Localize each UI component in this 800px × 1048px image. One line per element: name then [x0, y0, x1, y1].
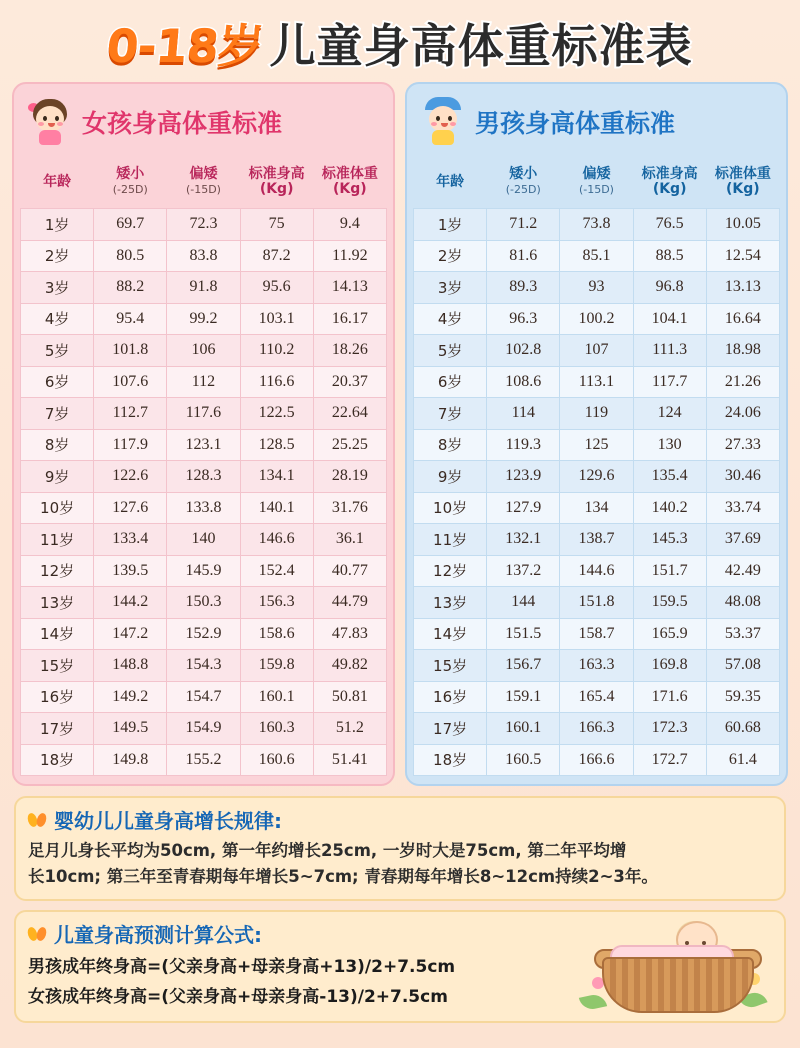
height-formula-title-text: 儿童身高预测计算公式:: [54, 923, 262, 947]
girl-value-cell: 128.3: [167, 461, 240, 493]
girl-value-cell: 144.2: [94, 587, 167, 619]
girl-age-cell: 17岁: [21, 713, 94, 745]
boy-value-cell: 102.8: [487, 335, 560, 367]
girl-value-cell: 80.5: [94, 240, 167, 272]
boy-value-cell: 81.6: [487, 240, 560, 272]
table-row: [414, 272, 780, 304]
boy-value-cell: 57.08: [706, 650, 779, 682]
girl-value-cell: 134.1: [240, 461, 313, 493]
girl-value-cell: 44.79: [313, 587, 386, 619]
girl-avatar-icon: [24, 97, 76, 147]
girl-value-cell: 148.8: [94, 650, 167, 682]
girl-value-cell: 154.3: [167, 650, 240, 682]
boy-age-cell: 3岁: [414, 272, 487, 304]
boy-age-cell: 6岁: [414, 366, 487, 398]
table-row: [414, 240, 780, 272]
girl-value-cell: 133.4: [94, 524, 167, 556]
title-age-range: 0-18岁: [104, 19, 266, 73]
boy-value-cell: 96.3: [487, 303, 560, 335]
table-row: [21, 303, 387, 335]
table-row: [414, 429, 780, 461]
boy-age-cell: 7岁: [414, 398, 487, 430]
table-row: [21, 587, 387, 619]
table-row: [414, 555, 780, 587]
girl-col-short: 矮小 (-25D): [112, 166, 148, 196]
boy-value-cell: 113.1: [560, 366, 633, 398]
boy-value-cell: 172.7: [633, 744, 706, 776]
girl-age-cell: 11岁: [21, 524, 94, 556]
boy-value-cell: 156.7: [487, 650, 560, 682]
butterfly-icon: [28, 925, 48, 943]
boy-value-cell: 137.2: [487, 555, 560, 587]
girl-value-cell: 128.5: [240, 429, 313, 461]
boy-value-cell: 119.3: [487, 429, 560, 461]
boy-age-cell: 8岁: [414, 429, 487, 461]
boy-value-cell: 135.4: [633, 461, 706, 493]
boy-value-cell: 73.8: [560, 209, 633, 241]
table-row: [21, 744, 387, 776]
boy-value-cell: 76.5: [633, 209, 706, 241]
table-row: [21, 272, 387, 304]
girl-value-cell: 47.83: [313, 618, 386, 650]
girl-value-cell: 150.3: [167, 587, 240, 619]
girl-value-cell: 116.6: [240, 366, 313, 398]
girl-age-cell: 14岁: [21, 618, 94, 650]
girl-value-cell: 36.1: [313, 524, 386, 556]
girl-age-cell: 5岁: [21, 335, 94, 367]
girl-table-header-row: [21, 156, 387, 209]
boy-age-cell: 10岁: [414, 492, 487, 524]
table-row: [21, 335, 387, 367]
boy-value-cell: 144.6: [560, 555, 633, 587]
title-main-text: 儿童身高体重标准表: [269, 19, 693, 73]
boy-value-cell: 107: [560, 335, 633, 367]
table-row: [414, 366, 780, 398]
girl-age-cell: 10岁: [21, 492, 94, 524]
table-row: [414, 524, 780, 556]
girl-age-cell: 7岁: [21, 398, 94, 430]
boy-value-cell: 163.3: [560, 650, 633, 682]
butterfly-icon: [28, 811, 48, 829]
growth-rule-line-1: 足月儿身长平均为50cm, 第一年约增长25cm, 一岁时大是75cm, 第二年平均增: [28, 841, 627, 860]
girl-value-cell: 51.41: [313, 744, 386, 776]
girl-value-cell: 49.82: [313, 650, 386, 682]
girl-value-cell: 95.4: [94, 303, 167, 335]
growth-rule-title: [28, 805, 772, 834]
boy-col-standard-height: 标准身高(Kg): [641, 166, 698, 197]
boy-value-cell: 158.7: [560, 618, 633, 650]
boy-age-cell: 5岁: [414, 335, 487, 367]
girl-value-cell: 88.2: [94, 272, 167, 304]
growth-rule-line-2: 长10cm; 第三年至青春期每年增长5~7cm; 青春期每年增长8~12cm持续2~3年。: [28, 867, 658, 886]
table-row: [21, 618, 387, 650]
boy-age-cell: 2岁: [414, 240, 487, 272]
girl-value-cell: 127.6: [94, 492, 167, 524]
girl-value-cell: 145.9: [167, 555, 240, 587]
boy-value-cell: 134: [560, 492, 633, 524]
girl-value-cell: 149.2: [94, 681, 167, 713]
boy-height-formula: 男孩成年终身高=(父亲身高+母亲身高+13)/2+7.5cm: [28, 957, 456, 977]
girl-table-body: [21, 209, 387, 776]
boy-value-cell: 108.6: [487, 366, 560, 398]
table-row: [21, 209, 387, 241]
girl-value-cell: 149.5: [94, 713, 167, 745]
boy-age-cell: 18岁: [414, 744, 487, 776]
table-row: [21, 713, 387, 745]
boy-value-cell: 24.06: [706, 398, 779, 430]
girl-value-cell: 95.6: [240, 272, 313, 304]
growth-rule-note: [14, 796, 786, 901]
girl-value-cell: 117.6: [167, 398, 240, 430]
girl-value-cell: 122.5: [240, 398, 313, 430]
girl-value-cell: 122.6: [94, 461, 167, 493]
girl-value-cell: 18.26: [313, 335, 386, 367]
girl-value-cell: 155.2: [167, 744, 240, 776]
girl-value-cell: 14.13: [313, 272, 386, 304]
girl-card-header: [20, 90, 387, 156]
boy-value-cell: 93: [560, 272, 633, 304]
boy-value-cell: 42.49: [706, 555, 779, 587]
boy-value-cell: 71.2: [487, 209, 560, 241]
girl-value-cell: 40.77: [313, 555, 386, 587]
girl-col-standard-weight: 标准体重(Kg): [321, 166, 378, 197]
girl-value-cell: 99.2: [167, 303, 240, 335]
girl-card-title: 女孩身高体重标准: [82, 109, 283, 138]
girl-age-cell: 13岁: [21, 587, 94, 619]
girl-col-slightly-short: 偏矮 (-15D): [185, 166, 221, 196]
boy-value-cell: 165.9: [633, 618, 706, 650]
boy-value-cell: 169.8: [633, 650, 706, 682]
girl-value-cell: 22.64: [313, 398, 386, 430]
table-row: [414, 303, 780, 335]
girl-age-cell: 16岁: [21, 681, 94, 713]
table-row: [21, 524, 387, 556]
table-row: [414, 650, 780, 682]
boy-value-cell: 159.1: [487, 681, 560, 713]
boy-value-cell: 123.9: [487, 461, 560, 493]
table-row: [21, 366, 387, 398]
boy-age-cell: 11岁: [414, 524, 487, 556]
girl-value-cell: 133.8: [167, 492, 240, 524]
girl-value-cell: 50.81: [313, 681, 386, 713]
girl-age-cell: 9岁: [21, 461, 94, 493]
boy-age-cell: 13岁: [414, 587, 487, 619]
boy-value-cell: 33.74: [706, 492, 779, 524]
girl-age-cell: 1岁: [21, 209, 94, 241]
boy-value-cell: 166.3: [560, 713, 633, 745]
girl-value-cell: 147.2: [94, 618, 167, 650]
girl-value-cell: 146.6: [240, 524, 313, 556]
boy-value-cell: 89.3: [487, 272, 560, 304]
girl-value-cell: 87.2: [240, 240, 313, 272]
boy-value-cell: 111.3: [633, 335, 706, 367]
boy-value-cell: 53.37: [706, 618, 779, 650]
boy-value-cell: 125: [560, 429, 633, 461]
girl-value-cell: 75: [240, 209, 313, 241]
boy-value-cell: 151.8: [560, 587, 633, 619]
girl-value-cell: 110.2: [240, 335, 313, 367]
boy-col-standard-weight: 标准体重(Kg): [714, 166, 771, 197]
table-row: [21, 429, 387, 461]
boy-value-cell: 100.2: [560, 303, 633, 335]
boy-value-cell: 145.3: [633, 524, 706, 556]
table-row: [21, 555, 387, 587]
girl-age-cell: 2岁: [21, 240, 94, 272]
girl-value-cell: 160.6: [240, 744, 313, 776]
boy-value-cell: 166.6: [560, 744, 633, 776]
page-title: [10, 14, 790, 72]
girl-age-cell: 18岁: [21, 744, 94, 776]
girl-col-age: 年龄: [43, 173, 72, 190]
table-row: [21, 681, 387, 713]
girl-value-cell: 103.1: [240, 303, 313, 335]
boy-value-cell: 30.46: [706, 461, 779, 493]
boy-card-header: [413, 90, 780, 156]
girl-value-cell: 149.8: [94, 744, 167, 776]
boy-value-cell: 127.9: [487, 492, 560, 524]
tables-container: [10, 82, 790, 786]
boy-value-cell: 160.1: [487, 713, 560, 745]
boy-age-cell: 16岁: [414, 681, 487, 713]
boy-value-cell: 13.13: [706, 272, 779, 304]
boy-value-cell: 114: [487, 398, 560, 430]
table-row: [414, 461, 780, 493]
boy-value-cell: 21.26: [706, 366, 779, 398]
boy-value-cell: 132.1: [487, 524, 560, 556]
table-row: [414, 681, 780, 713]
boy-value-cell: 159.5: [633, 587, 706, 619]
girl-value-cell: 112: [167, 366, 240, 398]
table-row: [414, 744, 780, 776]
girl-value-cell: 154.9: [167, 713, 240, 745]
table-row: [414, 492, 780, 524]
table-row: [414, 618, 780, 650]
girl-value-cell: 158.6: [240, 618, 313, 650]
girl-value-cell: 160.1: [240, 681, 313, 713]
boy-value-cell: 129.6: [560, 461, 633, 493]
boy-value-cell: 171.6: [633, 681, 706, 713]
height-formula-note: [14, 910, 786, 1023]
girl-standards-table: [20, 156, 387, 776]
girl-height-formula: 女孩成年终身高=(父亲身高+母亲身高-13)/2+7.5cm: [28, 987, 448, 1007]
growth-rule-title-text: 婴幼儿儿童身高增长规律:: [54, 809, 282, 833]
boy-age-cell: 15岁: [414, 650, 487, 682]
table-row: [21, 398, 387, 430]
girl-value-cell: 20.37: [313, 366, 386, 398]
girl-age-cell: 6岁: [21, 366, 94, 398]
girl-age-cell: 15岁: [21, 650, 94, 682]
girl-value-cell: 117.9: [94, 429, 167, 461]
girl-value-cell: 140: [167, 524, 240, 556]
girl-value-cell: 123.1: [167, 429, 240, 461]
boy-card-title: 男孩身高体重标准: [475, 109, 676, 138]
girl-value-cell: 154.7: [167, 681, 240, 713]
boy-value-cell: 160.5: [487, 744, 560, 776]
boy-value-cell: 10.05: [706, 209, 779, 241]
girl-value-cell: 101.8: [94, 335, 167, 367]
girl-value-cell: 83.8: [167, 240, 240, 272]
boy-value-cell: 140.2: [633, 492, 706, 524]
boy-age-cell: 12岁: [414, 555, 487, 587]
boy-value-cell: 61.4: [706, 744, 779, 776]
boy-value-cell: 27.33: [706, 429, 779, 461]
boy-avatar-icon: [417, 97, 469, 147]
boy-col-short: 矮小 (-25D): [505, 166, 541, 196]
girl-value-cell: 31.76: [313, 492, 386, 524]
girl-value-cell: 152.4: [240, 555, 313, 587]
girl-value-cell: 9.4: [313, 209, 386, 241]
girl-value-cell: 160.3: [240, 713, 313, 745]
girl-value-cell: 107.6: [94, 366, 167, 398]
boy-age-cell: 4岁: [414, 303, 487, 335]
girl-value-cell: 72.3: [167, 209, 240, 241]
boy-value-cell: 119: [560, 398, 633, 430]
boy-value-cell: 88.5: [633, 240, 706, 272]
height-formula-title: [28, 919, 574, 948]
girl-age-cell: 12岁: [21, 555, 94, 587]
table-row: [21, 240, 387, 272]
boy-value-cell: 124: [633, 398, 706, 430]
boy-age-cell: 9岁: [414, 461, 487, 493]
boy-value-cell: 60.68: [706, 713, 779, 745]
girl-value-cell: 152.9: [167, 618, 240, 650]
boy-value-cell: 130: [633, 429, 706, 461]
baby-in-basket-illustration: [580, 919, 770, 1015]
boy-value-cell: 12.54: [706, 240, 779, 272]
girl-value-cell: 51.2: [313, 713, 386, 745]
girl-value-cell: 69.7: [94, 209, 167, 241]
boy-table-body: [414, 209, 780, 776]
table-row: [414, 587, 780, 619]
boy-standards-table: [413, 156, 780, 776]
boy-value-cell: 37.69: [706, 524, 779, 556]
girl-value-cell: 140.1: [240, 492, 313, 524]
table-row: [21, 650, 387, 682]
boy-value-cell: 48.08: [706, 587, 779, 619]
table-row: [21, 461, 387, 493]
girl-age-cell: 4岁: [21, 303, 94, 335]
boy-value-cell: 96.8: [633, 272, 706, 304]
boy-value-cell: 144: [487, 587, 560, 619]
table-row: [21, 492, 387, 524]
girl-standards-card: [12, 82, 395, 786]
girl-col-standard-height: 标准身高(Kg): [248, 166, 305, 197]
boy-table-header-row: [414, 156, 780, 209]
girl-value-cell: 106: [167, 335, 240, 367]
boy-value-cell: 18.98: [706, 335, 779, 367]
boy-age-cell: 14岁: [414, 618, 487, 650]
girl-value-cell: 25.25: [313, 429, 386, 461]
boy-value-cell: 16.64: [706, 303, 779, 335]
boy-age-cell: 17岁: [414, 713, 487, 745]
girl-value-cell: 159.8: [240, 650, 313, 682]
girl-value-cell: 28.19: [313, 461, 386, 493]
girl-age-cell: 8岁: [21, 429, 94, 461]
girl-value-cell: 139.5: [94, 555, 167, 587]
table-row: [414, 209, 780, 241]
girl-value-cell: 16.17: [313, 303, 386, 335]
boy-value-cell: 151.5: [487, 618, 560, 650]
boy-col-slightly-short: 偏矮 (-15D): [578, 166, 614, 196]
boy-value-cell: 59.35: [706, 681, 779, 713]
boy-value-cell: 151.7: [633, 555, 706, 587]
boy-col-age: 年龄: [436, 173, 465, 190]
boy-value-cell: 117.7: [633, 366, 706, 398]
girl-value-cell: 112.7: [94, 398, 167, 430]
girl-value-cell: 11.92: [313, 240, 386, 272]
boy-value-cell: 165.4: [560, 681, 633, 713]
boy-standards-card: [405, 82, 788, 786]
table-row: [414, 713, 780, 745]
boy-value-cell: 138.7: [560, 524, 633, 556]
girl-value-cell: 156.3: [240, 587, 313, 619]
girl-value-cell: 91.8: [167, 272, 240, 304]
boy-value-cell: 85.1: [560, 240, 633, 272]
boy-value-cell: 172.3: [633, 713, 706, 745]
boy-age-cell: 1岁: [414, 209, 487, 241]
table-row: [414, 335, 780, 367]
boy-value-cell: 104.1: [633, 303, 706, 335]
table-row: [414, 398, 780, 430]
girl-age-cell: 3岁: [21, 272, 94, 304]
